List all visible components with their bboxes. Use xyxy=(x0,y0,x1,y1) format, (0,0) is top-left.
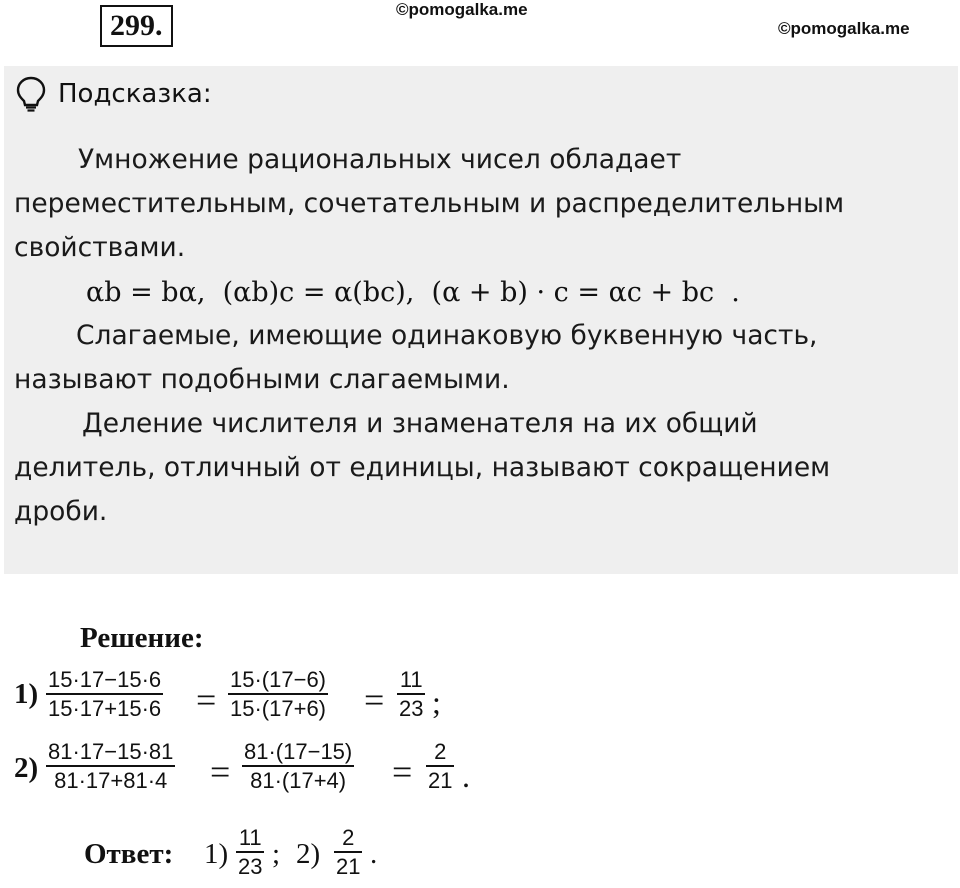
hint-line-5: называют подобными слагаемыми. xyxy=(14,364,510,395)
hint-title xyxy=(16,76,212,112)
item-1-fraction-1 xyxy=(46,666,163,722)
item-2-equals-1: = xyxy=(210,752,231,792)
item-1-equals-1: = xyxy=(196,680,217,720)
solution-title: Решение: xyxy=(80,622,204,654)
watermark-top: ©pomogalka.me xyxy=(396,0,528,19)
item-1-end: ; xyxy=(432,684,441,720)
fraction-denominator: 21 xyxy=(428,768,453,793)
hint-line-2: переместительным, сочетательным и распределительным xyxy=(14,188,845,219)
fraction-numerator: 2 xyxy=(342,825,355,850)
hint-line-6: Деление числителя и знаменателя на их общий xyxy=(82,408,758,439)
answer-part-2-label: 2) xyxy=(296,838,321,870)
fraction-denominator: 21 xyxy=(336,854,361,879)
item-2-fraction-3 xyxy=(426,738,454,794)
hint-title-text: Подсказка: xyxy=(58,79,212,109)
item-2-fraction-2 xyxy=(242,738,354,794)
answer-part-1-label: 1) xyxy=(204,838,229,870)
item-2-end: . xyxy=(462,758,470,794)
fraction-numerator: 81·17−15·81 xyxy=(48,739,174,764)
fraction-denominator: 81·(17+4) xyxy=(250,768,347,793)
answer-end: . xyxy=(370,838,378,870)
hint-line-1: Умножение рациональных чисел обладает xyxy=(78,144,682,175)
item-2-fraction-1 xyxy=(46,738,175,794)
fraction-denominator: 81·17+81·4 xyxy=(54,768,168,793)
answer-label: Ответ: xyxy=(84,838,174,870)
hint-line-4: Слагаемые, имеющие одинаковую буквенную часть, xyxy=(76,320,818,351)
item-1-label: 1) xyxy=(14,678,39,710)
item-1-fraction-3 xyxy=(397,666,425,722)
item-1-fraction-2 xyxy=(228,666,328,722)
fraction-numerator: 81·(17−15) xyxy=(244,739,353,764)
formula-associative: (αb)c = α(bc), xyxy=(222,277,415,308)
answer-fraction-2 xyxy=(334,824,362,880)
answer-separator: ; xyxy=(272,838,281,870)
lightbulb-icon xyxy=(16,76,46,112)
hint-line-7: делитель, отличный от единицы, называют сокращением xyxy=(14,452,831,483)
answer-fraction-1 xyxy=(236,824,264,880)
fraction-denominator: 23 xyxy=(399,696,424,721)
hint-formula xyxy=(86,277,740,308)
watermark-right: ©pomogalka.me xyxy=(778,19,910,38)
fraction-numerator: 2 xyxy=(434,739,447,764)
fraction-numerator: 15·17−15·6 xyxy=(48,667,162,692)
fraction-numerator: 11 xyxy=(238,825,262,850)
fraction-numerator: 11 xyxy=(399,667,423,692)
hint-line-3: свойствами. xyxy=(14,232,186,263)
hint-line-8: дроби. xyxy=(14,496,108,527)
problem-number: 299. xyxy=(100,5,173,47)
fraction-numerator: 15·(17−6) xyxy=(230,667,327,692)
formula-commutative: αb = bα, xyxy=(86,277,206,308)
item-2-equals-2: = xyxy=(392,752,413,792)
fraction-denominator: 15·(17+6) xyxy=(230,696,327,721)
formula-end: . xyxy=(731,277,740,308)
fraction-denominator: 15·17+15·6 xyxy=(48,696,162,721)
item-2-label: 2) xyxy=(14,752,39,784)
formula-distributive: (α + b) · c = αc + bc xyxy=(431,277,715,308)
item-1-equals-2: = xyxy=(364,680,385,720)
fraction-denominator: 23 xyxy=(238,854,263,879)
